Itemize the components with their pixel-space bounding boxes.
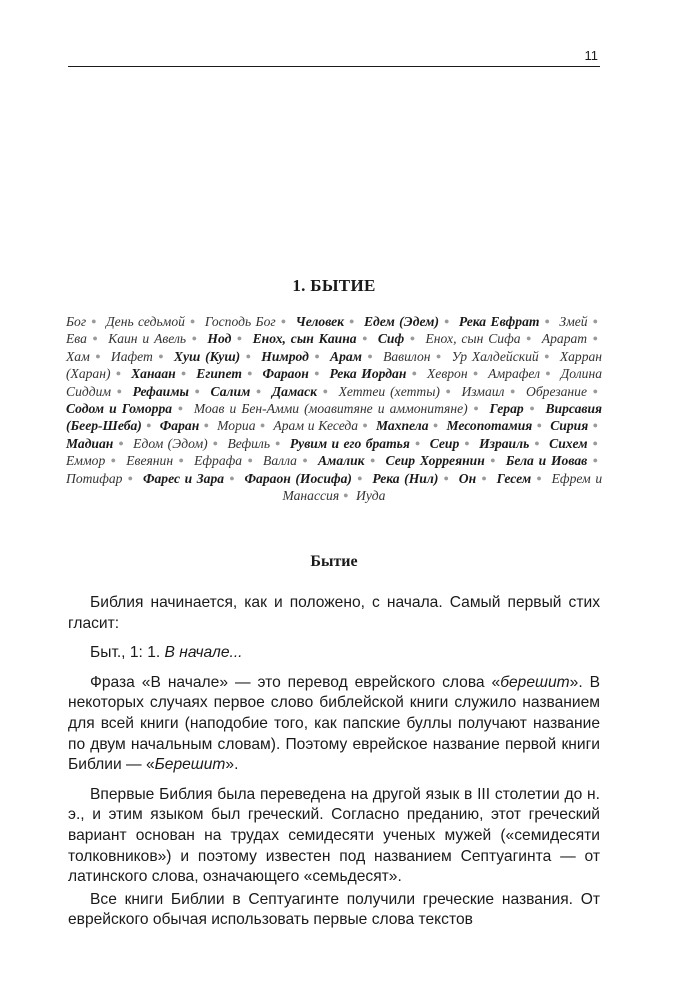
bullet-separator: ● (245, 368, 254, 379)
bullet-separator: ● (360, 333, 369, 344)
paragraph (68, 593, 600, 634)
topic-item: Обрезание (526, 383, 587, 399)
bullet-separator: ● (93, 350, 103, 361)
topic-item: Хам (66, 348, 90, 364)
topic-item: Змей (559, 314, 588, 329)
bullet-separator: ● (471, 403, 481, 414)
text-run: берешит (500, 673, 570, 691)
text-run: Фраза «В начале» — это перевод еврейского слова « (90, 673, 501, 691)
topic-item: Сирия (550, 418, 589, 434)
paragraph (68, 673, 600, 776)
topic-item: Ур Халдейский (451, 348, 539, 364)
bullet-separator: ● (244, 350, 253, 361)
topic-item: Израиль (479, 435, 530, 451)
topic-item: Измаил (461, 383, 505, 399)
topic-item: Сиф (377, 331, 405, 347)
topic-item: Он (458, 470, 477, 486)
bullet-separator: ● (527, 403, 537, 414)
bullet-separator: ● (471, 368, 480, 379)
bullet-separator: ● (190, 333, 199, 344)
bullet-separator: ● (508, 385, 518, 396)
bullet-separator: ● (109, 455, 118, 466)
bullet-separator: ● (408, 333, 417, 344)
topic-item: Река Евфрат (458, 314, 540, 329)
bullet-separator: ● (463, 437, 471, 448)
bullet-separator: ● (177, 455, 186, 466)
bullet-separator: ● (536, 420, 543, 431)
bullet-separator: ● (300, 455, 310, 466)
bullet-separator: ● (591, 316, 599, 326)
topic-item: Харран (Харан) (66, 348, 603, 382)
bullet-separator: ● (368, 455, 377, 466)
topic-item: Еммор (66, 453, 106, 469)
topic-item: Мадиан (66, 435, 114, 451)
topic-item: Содом и Гоморра (66, 401, 173, 417)
page-number: 11 (584, 48, 598, 63)
bullet-separator: ● (533, 437, 541, 448)
topic-item: Ефрафа (194, 453, 243, 469)
bullet-separator: ● (591, 385, 599, 396)
bullet-separator: ● (480, 472, 489, 483)
bullet-separator: ● (312, 350, 322, 361)
topic-item: Фарес и Зара (142, 470, 225, 486)
topic-item: Гесем (496, 470, 532, 486)
bullet-separator: ● (365, 350, 375, 361)
bullet-separator: ● (348, 316, 356, 326)
topic-item: Едом (Эдом) (133, 435, 208, 451)
topic-item: Вавилон (383, 348, 431, 364)
topic-item: Валла (263, 453, 297, 469)
bullet-separator: ● (179, 368, 188, 379)
topic-item: Дамаск (271, 383, 318, 399)
topic-item: Каин и Авель (108, 331, 187, 347)
bullet-separator: ● (355, 472, 364, 483)
paragraph (68, 890, 600, 931)
bullet-separator: ● (362, 420, 369, 431)
bullet-separator: ● (126, 472, 135, 483)
topic-item: Моав и Бен-Амми (моавитяне и аммонитяне) (193, 401, 468, 417)
bullet-separator: ● (488, 455, 497, 466)
topic-item: Сихем (549, 435, 588, 451)
topic-item: Салим (210, 383, 251, 399)
topic-item: Вирсавия (Беер-Шеба) (66, 401, 603, 434)
topic-item: Едем (Эдем) (363, 314, 440, 329)
topic-item: Амалик (317, 453, 365, 469)
topic-item: Ева (66, 331, 87, 347)
bullet-separator: ● (246, 455, 255, 466)
text-run: ». (225, 756, 239, 774)
bullet-separator: ● (228, 472, 236, 483)
bullet-separator: ● (432, 420, 439, 431)
topic-item: Арам (330, 348, 362, 364)
bullet-separator: ● (192, 385, 202, 396)
text-run: Быт., 1: 1. (90, 644, 165, 662)
topic-item: Арам и Кеседа (273, 418, 359, 434)
bullet-separator: ● (254, 385, 263, 396)
text-run: ». В некоторых случаях первое слово библейской книги служило названием для всей книги (наподобие того, как папские буллы получают название по двум начальным словам). Поэтому еврейское название первой книги Библии — « (68, 673, 600, 774)
bullet-separator: ● (343, 490, 349, 501)
topic-item: Египет (196, 366, 242, 382)
bullet-separator: ● (156, 350, 166, 361)
bullet-separator: ● (443, 316, 451, 326)
bullet-separator: ● (312, 368, 321, 379)
text-run: Все книги Библии в Септуагинте получили греческие названия. От еврейского обычая использовать первые слова текстов (68, 890, 600, 929)
bullet-separator: ● (176, 403, 185, 414)
topic-item: Фараон (262, 366, 309, 382)
bullet-separator: ● (235, 333, 244, 344)
topic-item: Сеир Хорреянин (385, 453, 485, 469)
topic-item: Ханаан (131, 366, 176, 382)
bullet-separator: ● (203, 420, 210, 431)
bullet-separator: ● (591, 437, 598, 448)
topic-item: Енох, сын Сифа (425, 331, 521, 347)
topic-item: Потифар (66, 470, 123, 486)
topic-item: Река Иордан (329, 366, 407, 382)
bullet-separator: ● (434, 350, 443, 361)
topic-item: Иуда (356, 488, 386, 504)
topic-item: Бела и Иовав (505, 453, 588, 469)
topic-item: Вефиль (227, 435, 271, 451)
topic-item: День седьмой (106, 314, 185, 329)
bullet-separator: ● (117, 437, 125, 448)
text-run: В начале... (164, 644, 243, 662)
topic-item: Ефрем и Манассия (282, 470, 603, 504)
bullet-separator: ● (410, 368, 419, 379)
topic-item: Нимрод (261, 348, 309, 364)
bullet-separator: ● (114, 368, 123, 379)
topic-item: Бог (66, 314, 87, 329)
topic-item: Махпела (376, 418, 429, 434)
topic-item: Человек (295, 314, 345, 329)
bullet-separator: ● (592, 420, 599, 431)
paragraph (68, 643, 600, 664)
topic-item: Герар (489, 401, 524, 417)
topic-item: Нод (207, 331, 232, 347)
bullet-separator: ● (321, 385, 330, 396)
topic-item: Фараон (Иосифа) (244, 470, 352, 486)
paragraph (68, 785, 600, 888)
topic-item: Мориа (217, 418, 256, 434)
bullet-separator: ● (259, 420, 266, 431)
bullet-separator: ● (535, 472, 543, 483)
text-run: Берешит (154, 756, 226, 774)
topic-item: Амрафел (488, 366, 541, 382)
topic-item: Месопотамия (446, 418, 533, 434)
bullet-separator: ● (115, 385, 124, 396)
bullet-separator: ● (413, 437, 422, 448)
topic-list (66, 313, 602, 504)
topic-item: Арарат (541, 331, 588, 347)
topic-item: Рефаимы (132, 383, 189, 399)
bullet-separator: ● (442, 472, 451, 483)
topic-item: Река (Нил) (372, 470, 439, 486)
topic-item: Долина Сиддим (66, 366, 603, 399)
bullet-separator: ● (90, 316, 98, 326)
page-header (68, 46, 600, 67)
topic-item: Иафет (110, 348, 153, 364)
bullet-separator: ● (443, 385, 453, 396)
bullet-separator: ● (90, 333, 100, 344)
bullet-separator: ● (591, 333, 599, 344)
topic-item: Хеттеи (хетты) (338, 383, 440, 399)
bullet-separator: ● (543, 316, 551, 326)
text-run: Библия начинается, как и положено, с начала. Самый первый стих гласит: (68, 594, 600, 632)
bullet-separator: ● (544, 368, 552, 379)
topic-item: Хеврон (426, 366, 468, 382)
topic-item: Евеянин (126, 453, 174, 469)
text-run: Впервые Библия была переведена на другой язык в III столетии до н. э., и этим языком был греческий. Согласно преданию, этот греческий вариант основан на трудах семидесяти ученых мужей («семидесяти толковников») и поэтому известен под названием Септуагинта — от латинского слова, означающего «семьдесят». (68, 785, 600, 886)
bullet-separator: ● (188, 316, 197, 326)
topic-item: Енох, сын Каина (252, 331, 357, 347)
topic-item: Фаран (159, 418, 200, 434)
chapter-title: 1. БЫТИЕ (292, 276, 376, 295)
bullet-separator: ● (145, 420, 152, 431)
bullet-separator: ● (524, 333, 533, 344)
bullet-separator: ● (591, 455, 599, 466)
bullet-separator: ● (542, 350, 551, 361)
topic-item: Сеир (429, 435, 460, 451)
section-title: Бытие (310, 553, 358, 570)
topic-item: Рувим и его братья (289, 435, 410, 451)
topic-item: Господь Бог (204, 314, 276, 329)
bullet-separator: ● (211, 437, 220, 448)
bullet-separator: ● (274, 437, 282, 448)
bullet-separator: ● (279, 316, 288, 326)
body-text (68, 593, 600, 931)
topic-item: Хуш (Куш) (173, 348, 241, 364)
